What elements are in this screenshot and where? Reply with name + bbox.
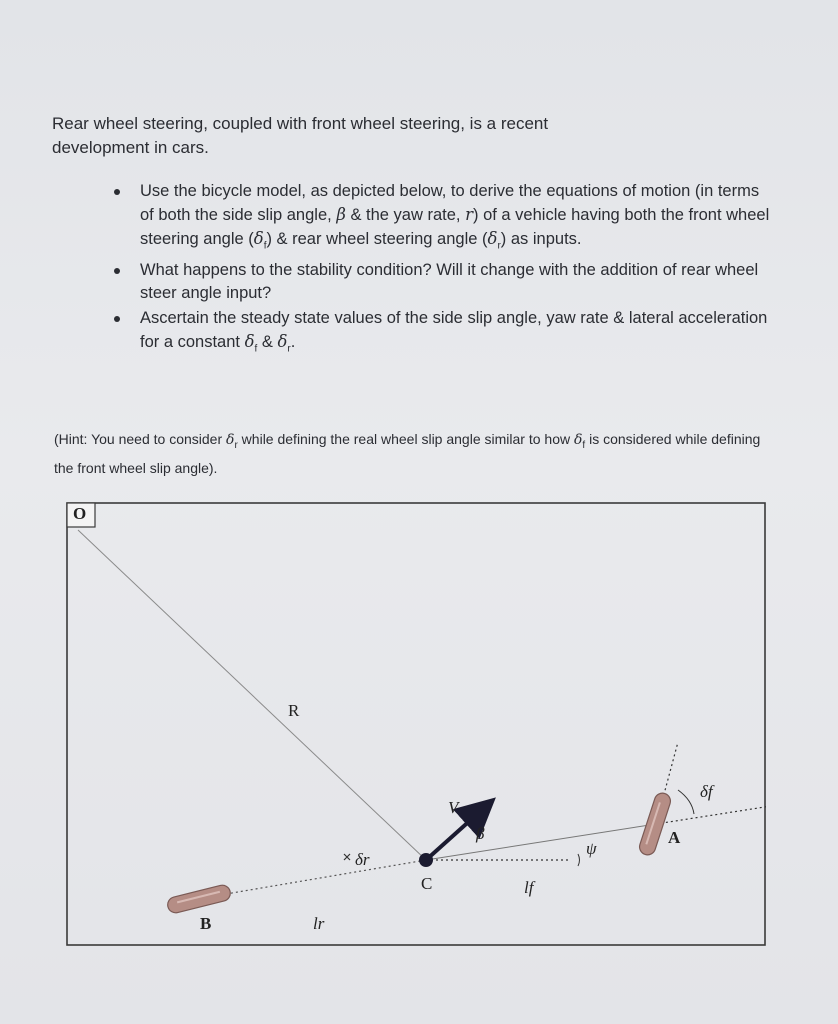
label-rear-point: B xyxy=(200,914,212,933)
diagram-frame xyxy=(67,503,765,945)
rear-axis-line xyxy=(226,860,426,894)
label-delta-f: δf xyxy=(700,782,713,801)
center-of-gravity-dot xyxy=(419,853,433,867)
delta-f-symbol: δ xyxy=(253,229,264,248)
bullet-icon xyxy=(114,316,120,322)
intro-line-2: development in cars. xyxy=(52,138,209,157)
label-rear-length: lr xyxy=(313,914,325,933)
bicycle-model-diagram xyxy=(66,502,766,946)
intro-line-1: Rear wheel steering, coupled with front wheel steering, is a recent xyxy=(52,114,549,133)
label-velocity: V xyxy=(448,798,459,817)
label-cg-point: C xyxy=(421,874,433,893)
label-origin: O xyxy=(73,504,87,523)
delta-r-marker xyxy=(344,854,350,860)
delta-r-symbol: δ xyxy=(487,229,498,248)
front-axis-extension-line xyxy=(656,806,766,824)
label-radius: R xyxy=(288,701,300,720)
intro-paragraph xyxy=(52,112,732,160)
question-list xyxy=(112,180,772,363)
question-item-1: Use the bicycle model, as depicted below, to derive the equations of motion (in terms of both the side slip angle, β & the yaw rate, r) of a vehicle having both the front wheel steering angle $(\delta_f)$ & rear wheel steering angle $(\delta_r)$ as inputs. xyxy=(112,180,772,257)
delta-f-arc xyxy=(678,790,694,814)
bullet-icon xyxy=(114,268,120,274)
question-item-2: What happens to the stability condition? Will it change with the addition of rear wheel steer angle input? xyxy=(112,259,772,305)
diagram-svg xyxy=(66,502,766,946)
beta-symbol: β xyxy=(336,205,346,224)
psi-arc xyxy=(578,854,580,866)
label-front-point: A xyxy=(668,828,681,847)
label-front-length: lf xyxy=(524,878,534,897)
label-delta-r: δr xyxy=(355,850,370,869)
bullet-icon xyxy=(114,189,120,195)
hint-paragraph: (Hint: You need to consider $\delta_r$ while defining the real wheel slip angle similar to how $\delta_f$ is considered while defining the front wheel slip angle). xyxy=(54,431,761,476)
label-psi: ψ xyxy=(586,839,597,858)
radius-line xyxy=(78,530,426,860)
yaw-rate-symbol: r xyxy=(465,205,473,224)
label-beta: β xyxy=(476,824,485,843)
question-item-3: Ascertain the steady state values of the side slip angle, yaw rate & lateral acceleration for a constant $\delta_f$ & $\delta_r$. xyxy=(112,307,772,360)
rear-wheel xyxy=(166,883,232,914)
